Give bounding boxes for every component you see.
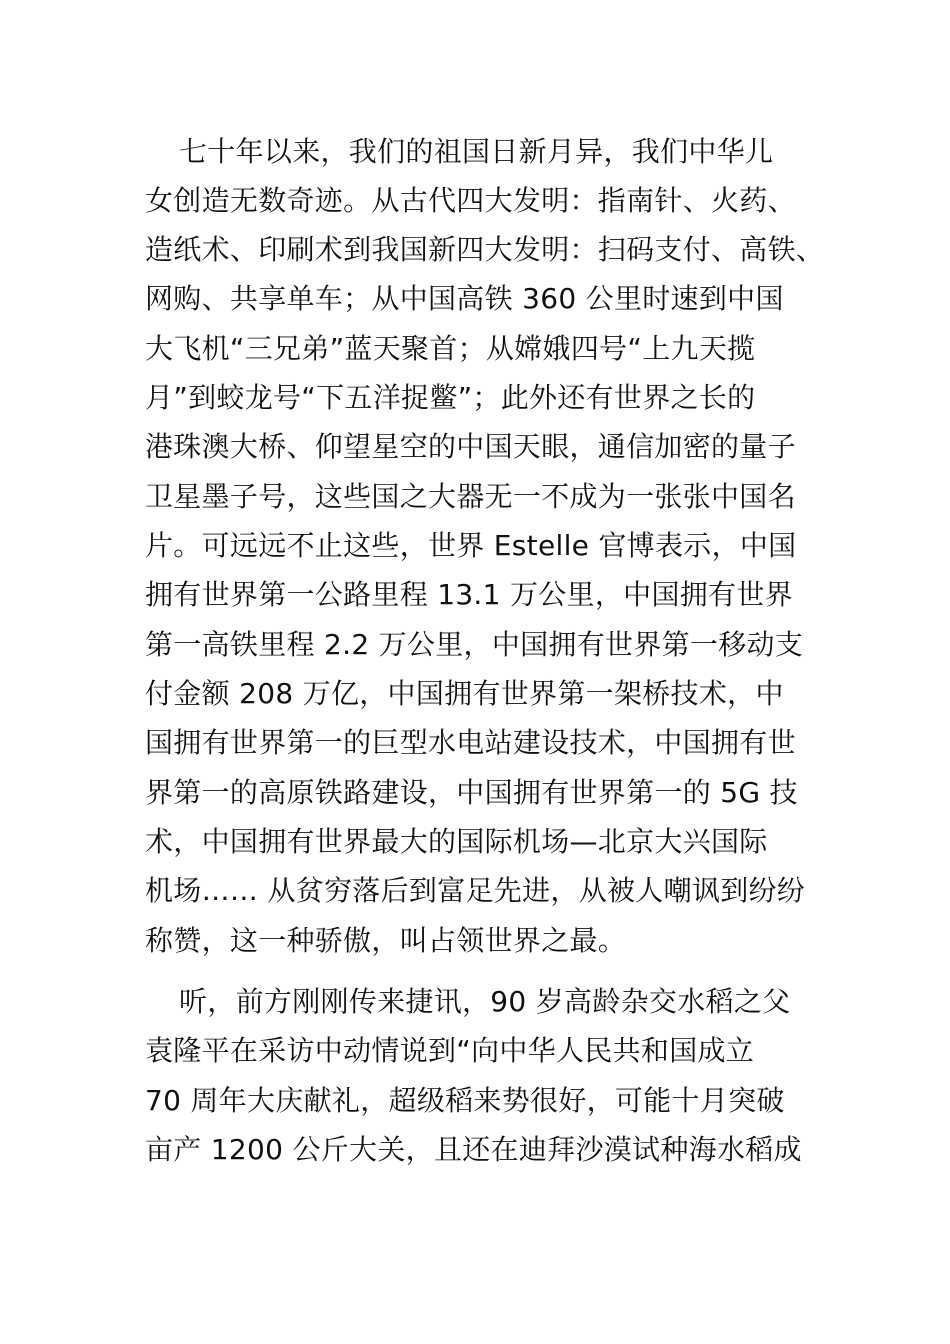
text-line: 付金额 208 万亿，中国拥有世界第一架桥技术，中 bbox=[145, 677, 784, 710]
text-line: 界第一的高原铁路建设，中国拥有世界第一的 5G 技 bbox=[145, 776, 798, 809]
text-line: 造纸术、印刷术到我国新四大发明：扫码支付、高铁、 bbox=[145, 233, 825, 266]
text-line: 机场…… 从贫穷落后到富足先进，从被人嘲讽到纷纷 bbox=[145, 874, 806, 907]
text-line: 袁隆平在采访中动情说到“向中华人民共和国成立 bbox=[145, 1034, 755, 1067]
text-line: 片。可远远不止这些，世界 Estelle 官博表示，中国 bbox=[145, 529, 797, 562]
text-line: 70 周年大庆献礼，超级稻来势很好，可能十月突破 bbox=[145, 1084, 785, 1117]
text-line: 第一高铁里程 2.2 万公里，中国拥有世界第一移动支 bbox=[145, 628, 804, 661]
text-line: 月”到蛟龙号“下五洋捉鳖”；此外还有世界之长的 bbox=[145, 381, 756, 414]
text-line: 网购、共享单车；从中国高铁 360 公里时速到中国 bbox=[145, 282, 784, 315]
text-line: 国拥有世界第一的巨型水电站建设技术，中国拥有世 bbox=[145, 726, 796, 759]
text-line: 拥有世界第一公路里程 13.1 万公里，中国拥有世界 bbox=[145, 578, 793, 611]
text-line: 七十年以来，我们的祖国日新月异，我们中华儿 bbox=[179, 135, 774, 168]
text-line: 听，前方刚刚传来捷讯，90 岁高龄杂交水稻之父 bbox=[179, 985, 791, 1018]
text-line: 称赞，这一种骄傲，叫占领世界之最。 bbox=[145, 924, 627, 957]
text-line: 亩产 1200 公斤大关，且还在迪拜沙漠试种海水稻成 bbox=[145, 1133, 802, 1166]
text-line: 卫星墨子号，这些国之大器无一不成为一张张中国名 bbox=[145, 480, 796, 513]
text-line: 港珠澳大桥、仰望星空的中国天眼，通信加密的量子 bbox=[145, 430, 796, 463]
text-line: 大飞机“三兄弟”蓝天聚首；从嫦娥四号“上九天揽 bbox=[145, 332, 756, 365]
text-line: 女创造无数奇迹。从古代四大发明：指南针、火药、 bbox=[145, 184, 796, 217]
text-line: 术，中国拥有世界最大的国际机场—北京大兴国际 bbox=[145, 825, 768, 858]
